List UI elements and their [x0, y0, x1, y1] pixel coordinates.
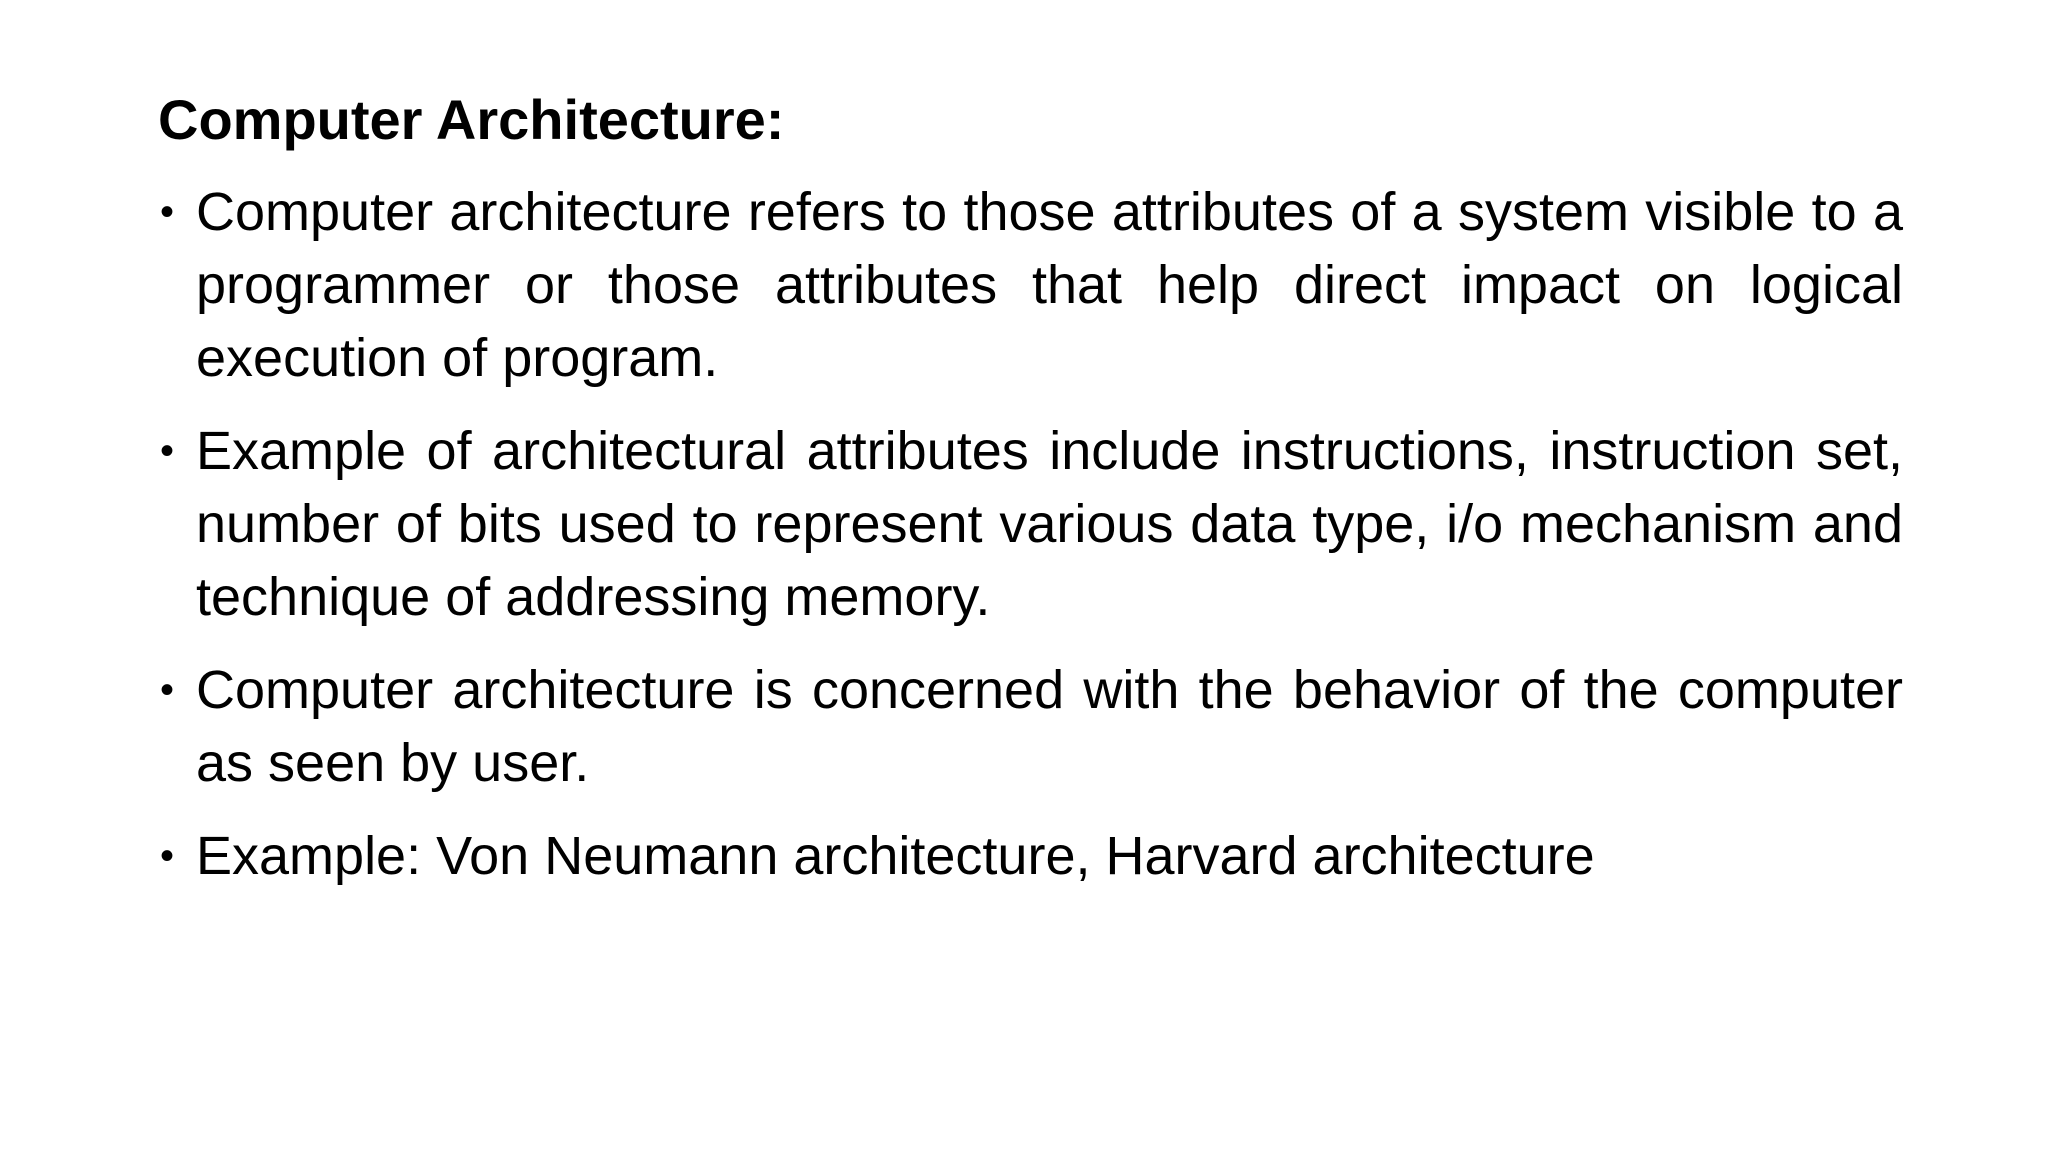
bullet-text: Example of architectural attributes include instructions, instruction set, number of bits used to represent various data type, i/o mechanism and technique of addressing memory.	[196, 421, 1903, 627]
slide-title: Computer Architecture:	[158, 88, 785, 151]
bullet-icon: •	[160, 190, 175, 234]
bullet-item	[158, 176, 1903, 395]
bullet-text: Computer architecture is concerned with the behavior of the computer as seen by user.	[196, 660, 1903, 793]
bullet-list	[158, 176, 1903, 913]
bullet-item	[158, 415, 1903, 634]
bullet-icon: •	[160, 668, 175, 712]
bullet-text: Computer architecture refers to those attributes of a system visible to a programmer or those attributes that help direct impact on logical execution of program.	[196, 182, 1903, 388]
bullet-item	[158, 820, 1903, 893]
bullet-icon: •	[160, 834, 175, 878]
bullet-icon: •	[160, 429, 175, 473]
bullet-text: Example: Von Neumann architecture, Harvard architecture	[196, 826, 1595, 886]
bullet-item	[158, 654, 1903, 800]
